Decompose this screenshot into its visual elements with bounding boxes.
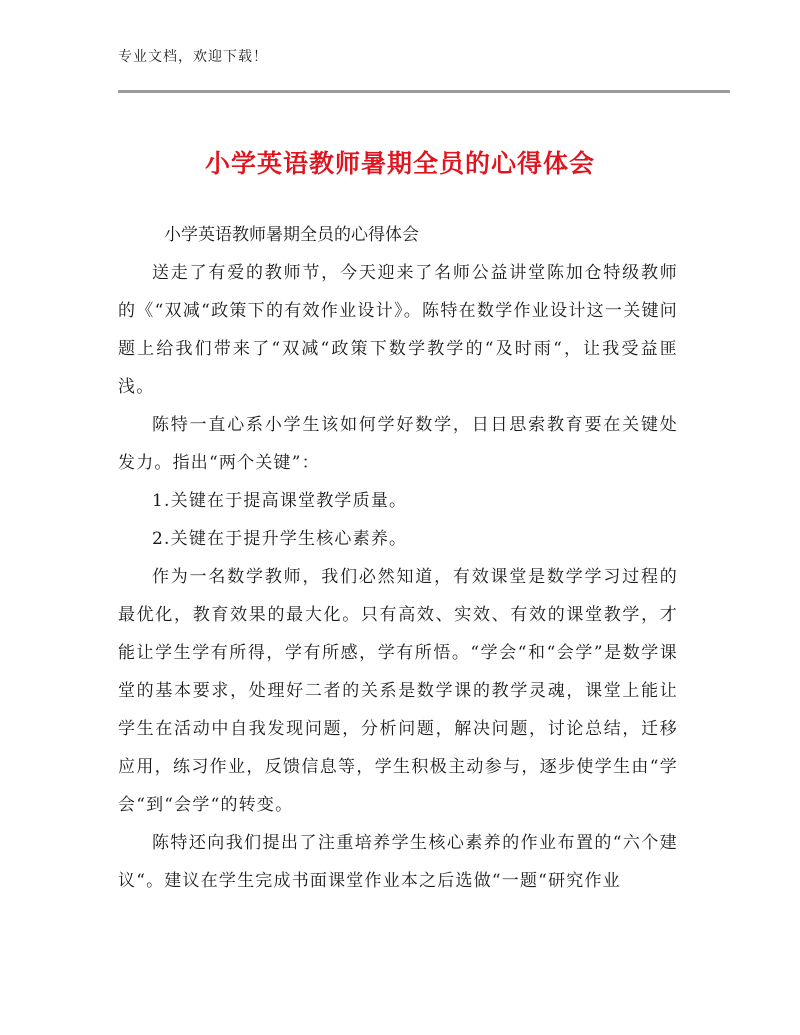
paragraph-4: 陈特还向我们提出了注重培养学生核心素养的作业布置的“六个建议“。建议在学生完成书面课堂作业本之后选做“一题“研究作业 (118, 833, 678, 891)
paragraph-3: 作为一名数学教师，我们必然知道，有效课堂是数学学习过程的最优化，教育效果的最大化。只有高效、实效、有效的课堂教学，才能让学生学有所得，学有所感，学有所悟。“学会“和“会学”是数学课堂的基本要求，处理好二者的关系是数学课的教学灵魂，课堂上能让学生在活动中自我发现问题，分析问题，解决问题，讨论总结，迁移应用，练习作业，反馈信息等，学生积极主动参与，逐步使学生由“学会“到“会学“的转变。 (118, 567, 678, 815)
list-item-2: 2.关键在于提升学生核心素养。 (152, 529, 408, 549)
page-header-text: 专业文档，欢迎下载！ (118, 49, 268, 65)
paragraph-1: 送走了有爱的教师节，今天迎来了名师公益讲堂陈加仓特级教师的《“双减“政策下的有效作业设计》。陈特在数学作业设计这一关键问题上给我们带来了“双减“政策下数学教学的“及时雨“，让我受益匪浅。 (118, 263, 678, 397)
header-divider (118, 90, 730, 93)
document-body (118, 216, 678, 900)
document-subtitle: 小学英语教师暑期全员的心得体会 (164, 225, 419, 245)
list-item-1: 1.关键在于提高课堂教学质量。 (152, 491, 408, 511)
document-title: 小学英语教师暑期全员的心得体会 (204, 149, 595, 178)
paragraph-2: 陈特一直心系小学生该如何学好数学，日日思索教育要在关键处发力。指出“两个关键”： (118, 415, 678, 473)
